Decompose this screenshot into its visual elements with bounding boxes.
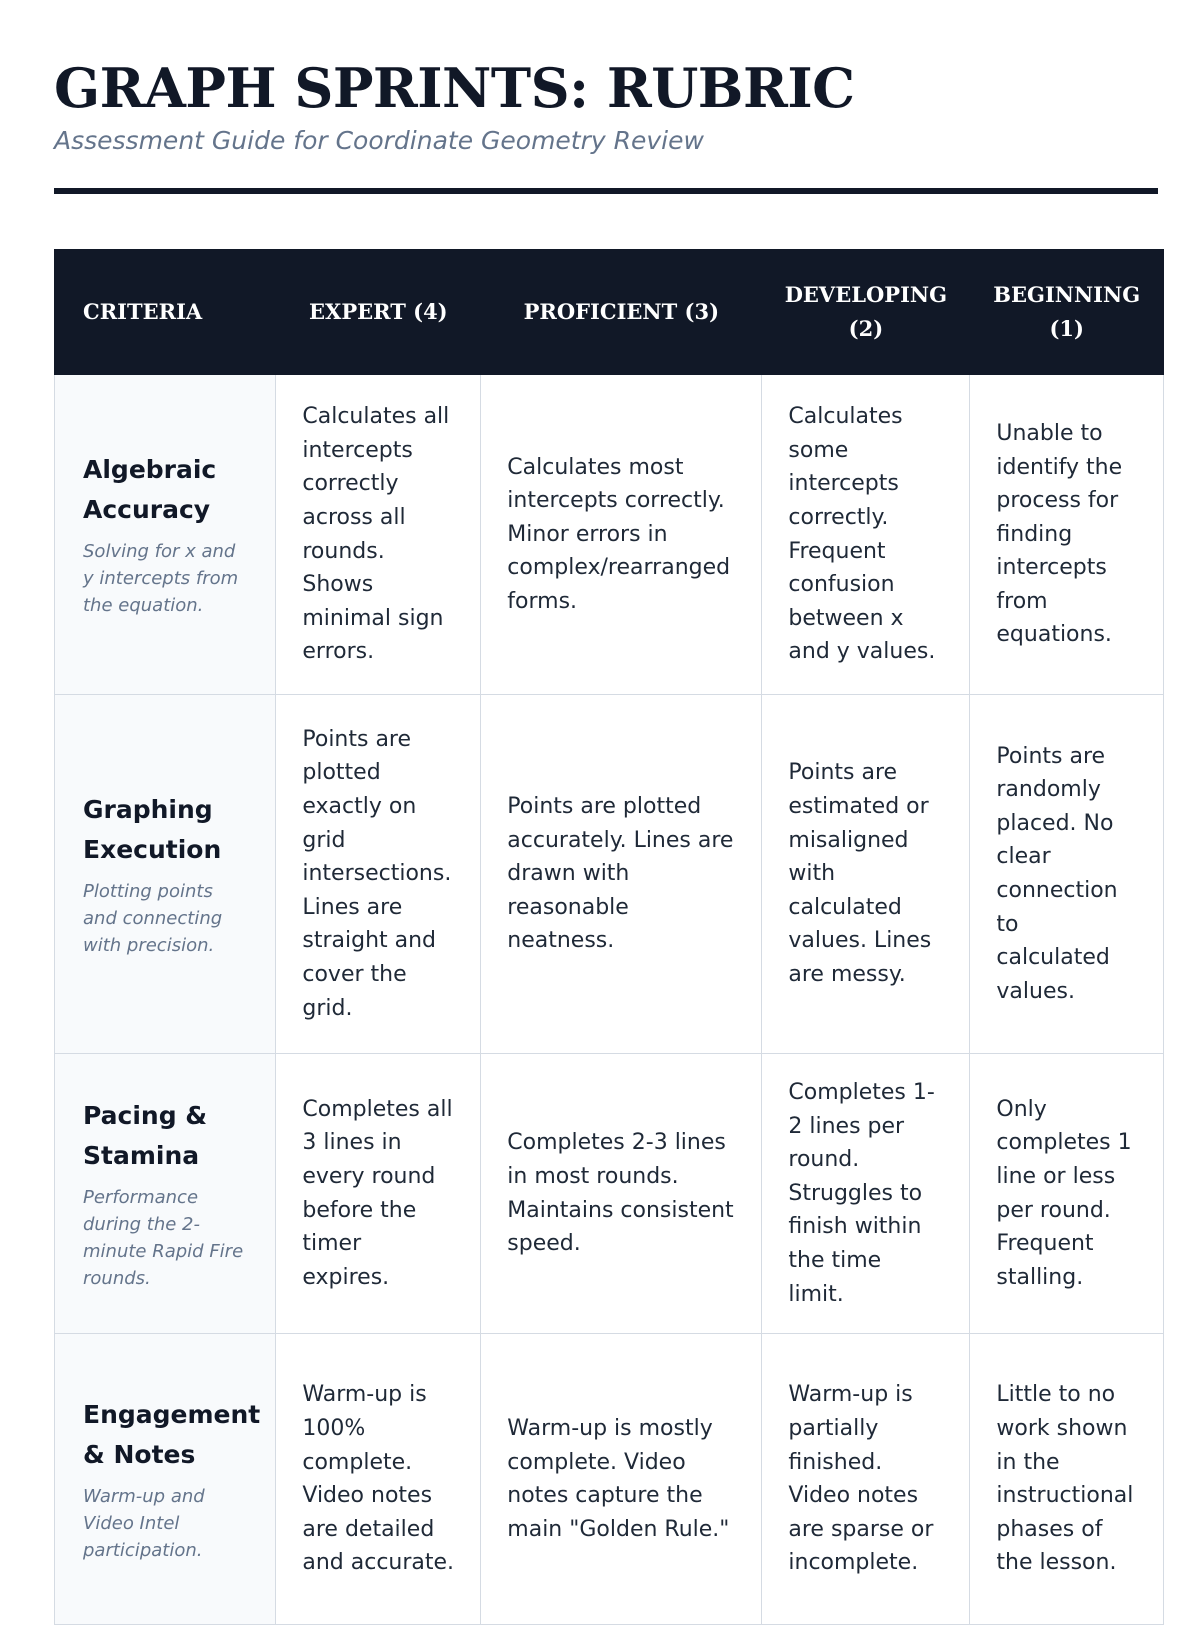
developing-cell: Points are estimated or misaligned with calculated values. Lines are messy. [762, 695, 970, 1054]
table-row [55, 1334, 1164, 1625]
expert-cell: Warm-up is 100% complete. Video notes are detailed and accurate. [276, 1334, 481, 1625]
column-header-criteria: CRITERIA [55, 250, 276, 375]
expert-cell: Points are plotted exactly on grid intersections. Lines are straight and cover the grid. [276, 695, 481, 1054]
title-divider [54, 188, 1158, 194]
criteria-name: Algebraic Accuracy [83, 455, 217, 524]
table-row [55, 695, 1164, 1054]
developing-cell: Completes 1-2 lines per round. Struggles to finish within the time limit. [762, 1054, 970, 1334]
criteria-description: Solving for x and y intercepts from the equation. [83, 541, 239, 616]
criteria-description: Performance during the 2-minute Rapid Fire rounds. [83, 1186, 244, 1289]
column-header-beginning: BEGINNING (1) [970, 250, 1164, 375]
proficient-cell: Calculates most intercepts correctly. Minor errors in complex/rearranged forms. [481, 375, 762, 695]
criteria-name: Graphing Execution [83, 794, 222, 864]
column-header-proficient: PROFICIENT (3) [481, 250, 762, 375]
proficient-cell: Completes 2-3 lines in most rounds. Maintains consistent speed. [481, 1054, 762, 1334]
criteria-cell [55, 1334, 276, 1625]
criteria-cell [55, 375, 276, 695]
criteria-name: Pacing & Stamina [83, 1100, 208, 1170]
column-header-expert: EXPERT (4) [276, 250, 481, 375]
page-subtitle: Assessment Guide for Coordinate Geometry Review [54, 126, 704, 155]
beginning-cell: Points are randomly placed. No clear connection to calculated values. [970, 695, 1164, 1054]
table-row [55, 375, 1164, 695]
expert-cell: Completes all 3 lines in every round before the timer expires. [276, 1054, 481, 1334]
criteria-name: Engagement & Notes [83, 1399, 261, 1469]
criteria-description: Plotting points and connecting with precision. [83, 880, 223, 956]
developing-cell: Calculates some intercepts correctly. Frequent confusion between x and y values. [762, 375, 970, 695]
page-title: GRAPH SPRINTS: RUBRIC [54, 56, 855, 120]
criteria-cell [55, 695, 276, 1054]
beginning-cell: Unable to identify the process for finding intercepts from equations. [970, 375, 1164, 695]
table-row [55, 1054, 1164, 1334]
beginning-cell: Only completes 1 line or less per round. Frequent stalling. [970, 1054, 1164, 1334]
column-header-developing: DEVELOPING (2) [762, 250, 970, 375]
proficient-cell: Points are plotted accurately. Lines are drawn with reasonable neatness. [481, 695, 762, 1054]
beginning-cell: Little to no work shown in the instructional phases of the lesson. [970, 1334, 1164, 1625]
developing-cell: Warm-up is partially finished. Video notes are sparse or incomplete. [762, 1334, 970, 1625]
criteria-description: Warm-up and Video Intel participation. [83, 1485, 205, 1561]
criteria-cell [55, 1054, 276, 1334]
expert-cell: Calculates all intercepts correctly across all rounds. Shows minimal sign errors. [276, 375, 481, 695]
header-row [55, 250, 1164, 375]
rubric-table [54, 249, 1164, 1625]
proficient-cell: Warm-up is mostly complete. Video notes capture the main "Golden Rule." [481, 1334, 762, 1625]
